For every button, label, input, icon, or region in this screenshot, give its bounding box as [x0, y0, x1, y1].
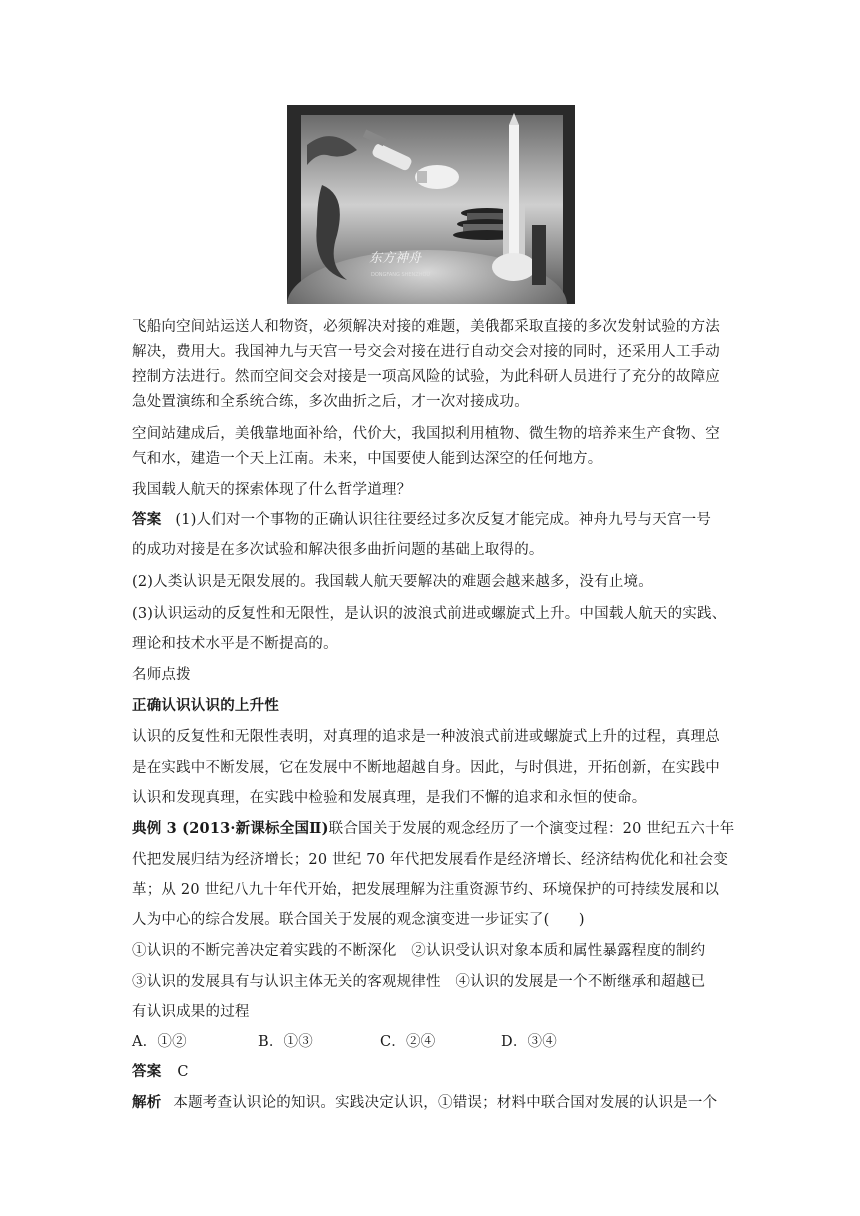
para2-line1: 空间站建成后，美俄靠地面补给，代价大，我国拟利用植物、微生物的培养来生产食物、空 — [132, 426, 720, 442]
choice-d: D．③④ — [501, 1034, 557, 1050]
analysis-line — [132, 1092, 732, 1114]
choice-b: B．①③ — [258, 1034, 313, 1050]
example-line1 — [132, 818, 735, 840]
example-label: 典例 3 (2013·新课标全国Ⅱ) — [132, 820, 329, 837]
option-line3: 有认识成果的过程 — [132, 1004, 250, 1020]
para1-line3: 控制方法进行。然而空间交会对接是一项高风险的试验，为此科研人员进行了充分的故障应 — [132, 369, 720, 385]
answer2-label: 答案 — [132, 1063, 162, 1080]
launch-tower-shape — [532, 225, 546, 285]
choice-c: C．②④ — [380, 1034, 436, 1050]
tip-line1: 认识的反复性和无限性表明，对真理的追求是一种波浪式前进或螺旋式上升的过程，真理总 — [132, 729, 720, 745]
analysis-text: 本题考查认识论的知识。实践决定认识，①错误；材料中联合国对发展的认识是一个 — [173, 1095, 718, 1111]
para2-line2: 气和水，建造一个天上江南。未来，中国要使人能到达深空的任何地方。 — [132, 451, 603, 467]
tip-label: 名师点拨 — [132, 667, 191, 683]
photo-caption-sub: DONGFANG SHENZHOU — [371, 272, 431, 278]
space-module-shape — [415, 165, 459, 189]
tip-line3: 认识和发现真理，在实践中检验和发展真理，是我们不懈的追求和永恒的使命。 — [132, 790, 647, 806]
answer-line5: 理论和技术水平是不断提高的。 — [132, 636, 338, 652]
example-text-1: 联合国关于发展的观念经历了一个演变过程：20 世纪五六十年 — [328, 821, 735, 837]
spaceflight-illustration — [287, 105, 575, 304]
example-line4: 人为中心的综合发展。联合国关于发展的观念演变进一步证实了( ) — [132, 912, 585, 928]
answer-label: 答案 — [132, 511, 162, 528]
para1-line2: 解决，费用大。我国神九与天宫一号交会对接在进行自动交会对接的同时，还采用人工手动 — [132, 344, 720, 360]
tip-title: 正确认识认识的上升性 — [132, 698, 279, 714]
spaceflight-photo — [287, 105, 575, 304]
example-line3: 革；从 20 世纪八九十年代开始，把发展理解为注重资源节约、环境保护的可持续发展和以 — [132, 882, 720, 898]
answer-line1 — [132, 509, 732, 531]
answer-line4: (3)认识运动的反复性和无限性，是认识的波浪式前进或螺旋式上升。中国载人航天的实践、 — [132, 606, 727, 622]
question: 我国载人航天的探索体现了什么哲学道理？ — [132, 482, 412, 498]
analysis-label: 解析 — [132, 1094, 162, 1111]
para1-line4: 急处置演练和全系统合练，多次曲折之后，才一次对接成功。 — [132, 394, 529, 410]
option-line1: ①认识的不断完善决定着实践的不断深化 ②认识受认识对象本质和属性暴露程度的制约 — [132, 943, 706, 959]
option-line2: ③认识的发展具有与认识主体无关的客观规律性 ④认识的发展是一个不断继承和超越已 — [132, 974, 706, 990]
answer-line3: (2)人类认识是无限发展的。我国载人航天要解决的难题会越来越多，没有止境。 — [132, 574, 653, 590]
answer-line2: 的成功对接是在多次试验和解决很多曲折问题的基础上取得的。 — [132, 542, 544, 558]
tip-line2: 是在实践中不断发展，它在发展中不断地超越自身。因此，与时俱进，开拓创新，在实践中 — [132, 760, 720, 776]
para1-line1: 飞船向空间站运送人和物资，必须解决对接的难题，美俄都采取直接的多次发射试验的方法 — [132, 319, 720, 335]
answer2-value: C — [177, 1064, 189, 1080]
answer2-line — [132, 1061, 732, 1083]
answer-text-1: (1)人们对一个事物的正确认识往往要经过多次反复才能完成。神舟九号与天宫一号 — [175, 512, 712, 528]
photo-caption: 东方神舟 — [369, 251, 422, 266]
example-line2: 代把发展归结为经济增长；20 世纪 70 年代把发展看作是经济增长、经济结构优化和社会变 — [132, 852, 729, 868]
choice-a: A．①② — [132, 1034, 187, 1050]
